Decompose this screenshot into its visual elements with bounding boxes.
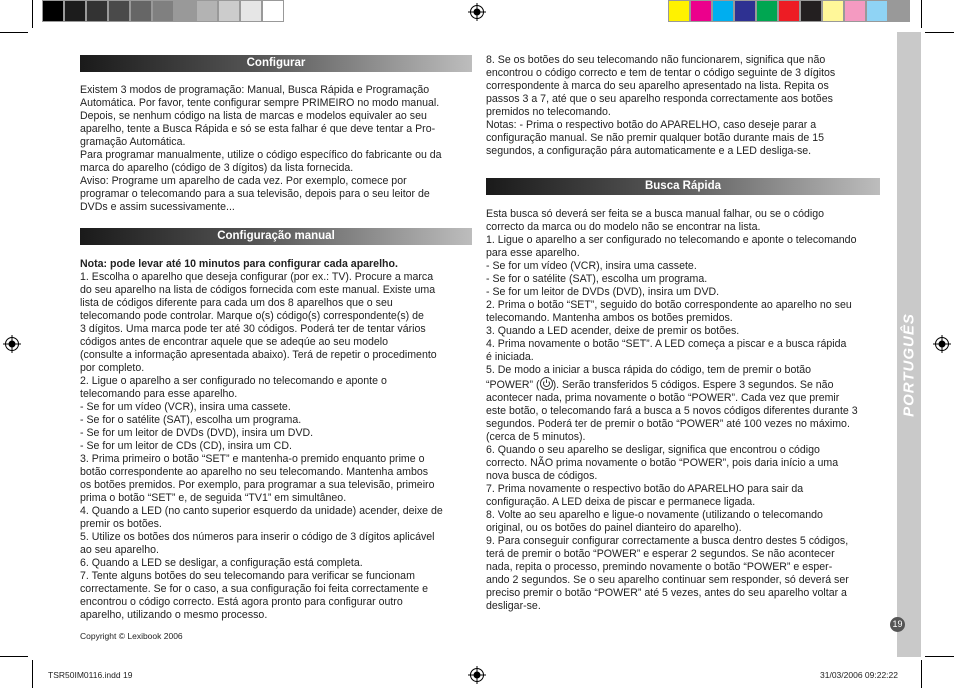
crop-mark bbox=[921, 660, 922, 688]
registration-mark-icon bbox=[933, 335, 951, 353]
color-swatch bbox=[712, 0, 734, 22]
color-swatch bbox=[108, 0, 130, 22]
registration-mark-icon bbox=[3, 335, 21, 353]
crop-mark bbox=[921, 0, 922, 28]
manual-body bbox=[80, 258, 475, 622]
color-swatch bbox=[690, 0, 712, 22]
section-header-configurar: Configurar bbox=[80, 55, 472, 72]
color-swatch bbox=[174, 0, 196, 22]
crop-mark bbox=[32, 660, 33, 688]
color-swatch bbox=[778, 0, 800, 22]
registration-mark-icon bbox=[468, 666, 486, 684]
file-name: TSR50IM0116.indd 19 bbox=[48, 670, 133, 680]
copyright: Copyright © Lexibook 2006 bbox=[80, 631, 183, 641]
section-header-configuracao-manual: Configuração manual bbox=[80, 228, 472, 245]
color-swatch bbox=[152, 0, 174, 22]
manual-continued-body bbox=[486, 54, 886, 158]
color-swatch bbox=[822, 0, 844, 22]
busca-body bbox=[486, 208, 886, 613]
color-swatch bbox=[756, 0, 778, 22]
busca-text-b: acontecer nada, prima novamente o botão “POWER”. Cada vez que premir este botão, o telecomando fará a busca a 5 novos códigos diferentes durante 3 segundos. Poderá ter de premir o botão “POWER” até 100 vezes no máximo. (cerca de 5 minutos). 6. Quando o seu aparelho se desligar, significa que encontrou o código correcto. NÃO prima novamente o botão “POWER”, pois daria início a uma nova busca de códigos. 7. Prima novamente o respectivo botão do APARELHO para sair da configuração. A LED deixa de piscar e permanece ligada. 8. Volte ao seu aparelho e ligue-o novamente (utilizando o telecomando original, ou os botões do painel dianteiro do aparelho). 9. Para conseguir configurar correctamente a busca dentro destes 5 códigos, terá de premir o botão “POWER” e esperar 2 segundos. Se não acontecer nada, repita o processo, premindo novamente o botão “POWER” e esper- ando 2 segundos. Se o seu aparelho continuar sem responder, só deverá ser preciso premir o botão “POWER” até 5 vezes, antes do seu aparelho voltar a desligar-se. bbox=[486, 392, 858, 612]
crop-mark bbox=[925, 32, 954, 33]
power-icon bbox=[540, 377, 553, 390]
color-swatch bbox=[668, 0, 690, 22]
configurar-body bbox=[80, 84, 475, 214]
configurar-text: Existem 3 modos de programação: Manual, Busca Rápida e Programação Automática. Por favor, tente configurar sempre PRIMEIRO no modo manual. Depois, se nenhum código na lista de marcas e modelos equivaler ao seu aparelho, tente a Busca Rápida e só se esta falhar é que deve tentar a Pro- gramação Automática. Para programar manualmente, utilize o código específico do fabricante ou da marca do aparelho (código de 3 dígitos) da lista fornecida. Aviso: Programe um aparelho de cada vez. Por exemplo, comece por programar o telecomando para a sua televisão, depois para o seu leitor de DVDs e assim sucessivamente... bbox=[80, 84, 442, 213]
color-swatch bbox=[262, 0, 284, 22]
crop-mark bbox=[32, 0, 33, 28]
color-swatch bbox=[218, 0, 240, 22]
grayscale-color-bar bbox=[42, 0, 284, 22]
color-swatch bbox=[196, 0, 218, 22]
page-number: 19 bbox=[890, 617, 905, 632]
manual-note: Nota: pode levar até 10 minutos para configurar cada aparelho. bbox=[80, 258, 398, 270]
crop-mark bbox=[925, 656, 954, 657]
language-label: PORTUGUÊS bbox=[900, 313, 918, 417]
print-date: 31/03/2006 09:22:22 bbox=[820, 670, 898, 680]
color-swatch bbox=[130, 0, 152, 22]
crop-mark bbox=[0, 656, 28, 657]
color-swatch bbox=[844, 0, 866, 22]
color-swatch bbox=[866, 0, 888, 22]
color-swatch bbox=[734, 0, 756, 22]
power-line-pre: “POWER” ( bbox=[486, 379, 540, 391]
registration-mark-icon bbox=[468, 3, 486, 21]
manual-continued-text: 8. Se os botões do seu telecomando não funcionarem, significa que não encontrou o código correcto e tem de tentar o código seguinte de 3 dígitos correspondente à marca do seu aparelho apresentado na lista. Repita os passos 3 a 7, até que o seu aparelho responda correctamente aos botões premidos no telecomando. Notas: - Prima o respectivo botão do APARELHO, caso deseje parar a configuração manual. Se não premir qualquer botão durante mais de 15 segundos, a configuração pára automaticamente e a LED desliga-se. bbox=[486, 54, 836, 157]
color-swatch bbox=[888, 0, 910, 22]
process-color-bar bbox=[668, 0, 910, 22]
section-header-busca-rapida: Busca Rápida bbox=[486, 178, 880, 195]
color-swatch bbox=[800, 0, 822, 22]
color-swatch bbox=[86, 0, 108, 22]
crop-mark bbox=[0, 32, 28, 33]
manual-text: 1. Escolha o aparelho que deseja configurar (por ex.: TV). Procure a marca do seu aparelho na lista de códigos fornecida com este manual. Existe uma lista de códigos diferente para cada um dos 8 aparelhos que o seu telecomando pode controlar. Marque o(s) código(s) correspondente(s) de 3 dígitos. Uma marca pode ter até 30 códigos. Poderá ter de tentar vários códigos antes de encontrar aquele que se adeqúe ao seu modelo (consulte a informação apresentada abaixo). Terá de repetir o procedimento por completo. 2. Ligue o aparelho a ser configurado no telecomando e aponte o telecomando para esse aparelho. - Se for um vídeo (VCR), insira uma cassete. - Se for o satélite (SAT), escolha um programa. - Se for um leitor de DVDs (DVD), insira um DVD. - Se for um leitor de CDs (CD), insira um CD. 3. Prima primeiro o botão “SET” e mantenha-o premido enquanto prime o botão correspondente ao aparelho no seu telecomando. Mantenha ambos os botões premidos. Por exemplo, para programar a sua televisão, primeiro prima o botão “SET” e, de seguida “TV1” em simultâneo. 4. Quando a LED (no canto superior esquerdo da unidade) acender, deixe de premir os botões. 5. Utilize os botões dos números para inserir o código de 3 dígitos aplicável ao seu aparelho. 6. Quando a LED se desligar, a configuração está completa. 7. Tente alguns botões do seu telecomando para verificar se funcionam correctamente. Se for o caso, a sua configuração foi feita correctamente e encontrou o código correcto. Está agora pronto para configurar outro aparelho, utilizando o mesmo processo. bbox=[80, 271, 443, 621]
busca-text-a: Esta busca só deverá ser feita se a busca manual falhar, ou se o código correcto da marca ou do modelo não se encontrar na lista. 1. Ligue o aparelho a ser configurado no telecomando e aponte o telecomando para esse aparelho. - Se for um vídeo (VCR), insira uma cassete. - Se for o satélite (SAT), escolha um programa. - Se for um leitor de DVDs (DVD), insira um DVD. 2. Prima o botão “SET”, seguido do botão correspondente ao aparelho no seu telecomando. Mantenha ambos os botões premidos. 3. Quando a LED acender, deixe de premir os botões. 4. Prima novamente o botão “SET”. A LED começa a piscar e a busca rápida é iniciada. 5. De modo a iniciar a busca rápida do código, tem de premir o botão bbox=[486, 208, 857, 376]
color-swatch bbox=[64, 0, 86, 22]
color-swatch bbox=[240, 0, 262, 22]
power-line-post: ). Serão transferidos 5 códigos. Espere 3 segundos. Se não bbox=[552, 379, 834, 391]
color-swatch bbox=[42, 0, 64, 22]
busca-power-line bbox=[486, 377, 886, 392]
